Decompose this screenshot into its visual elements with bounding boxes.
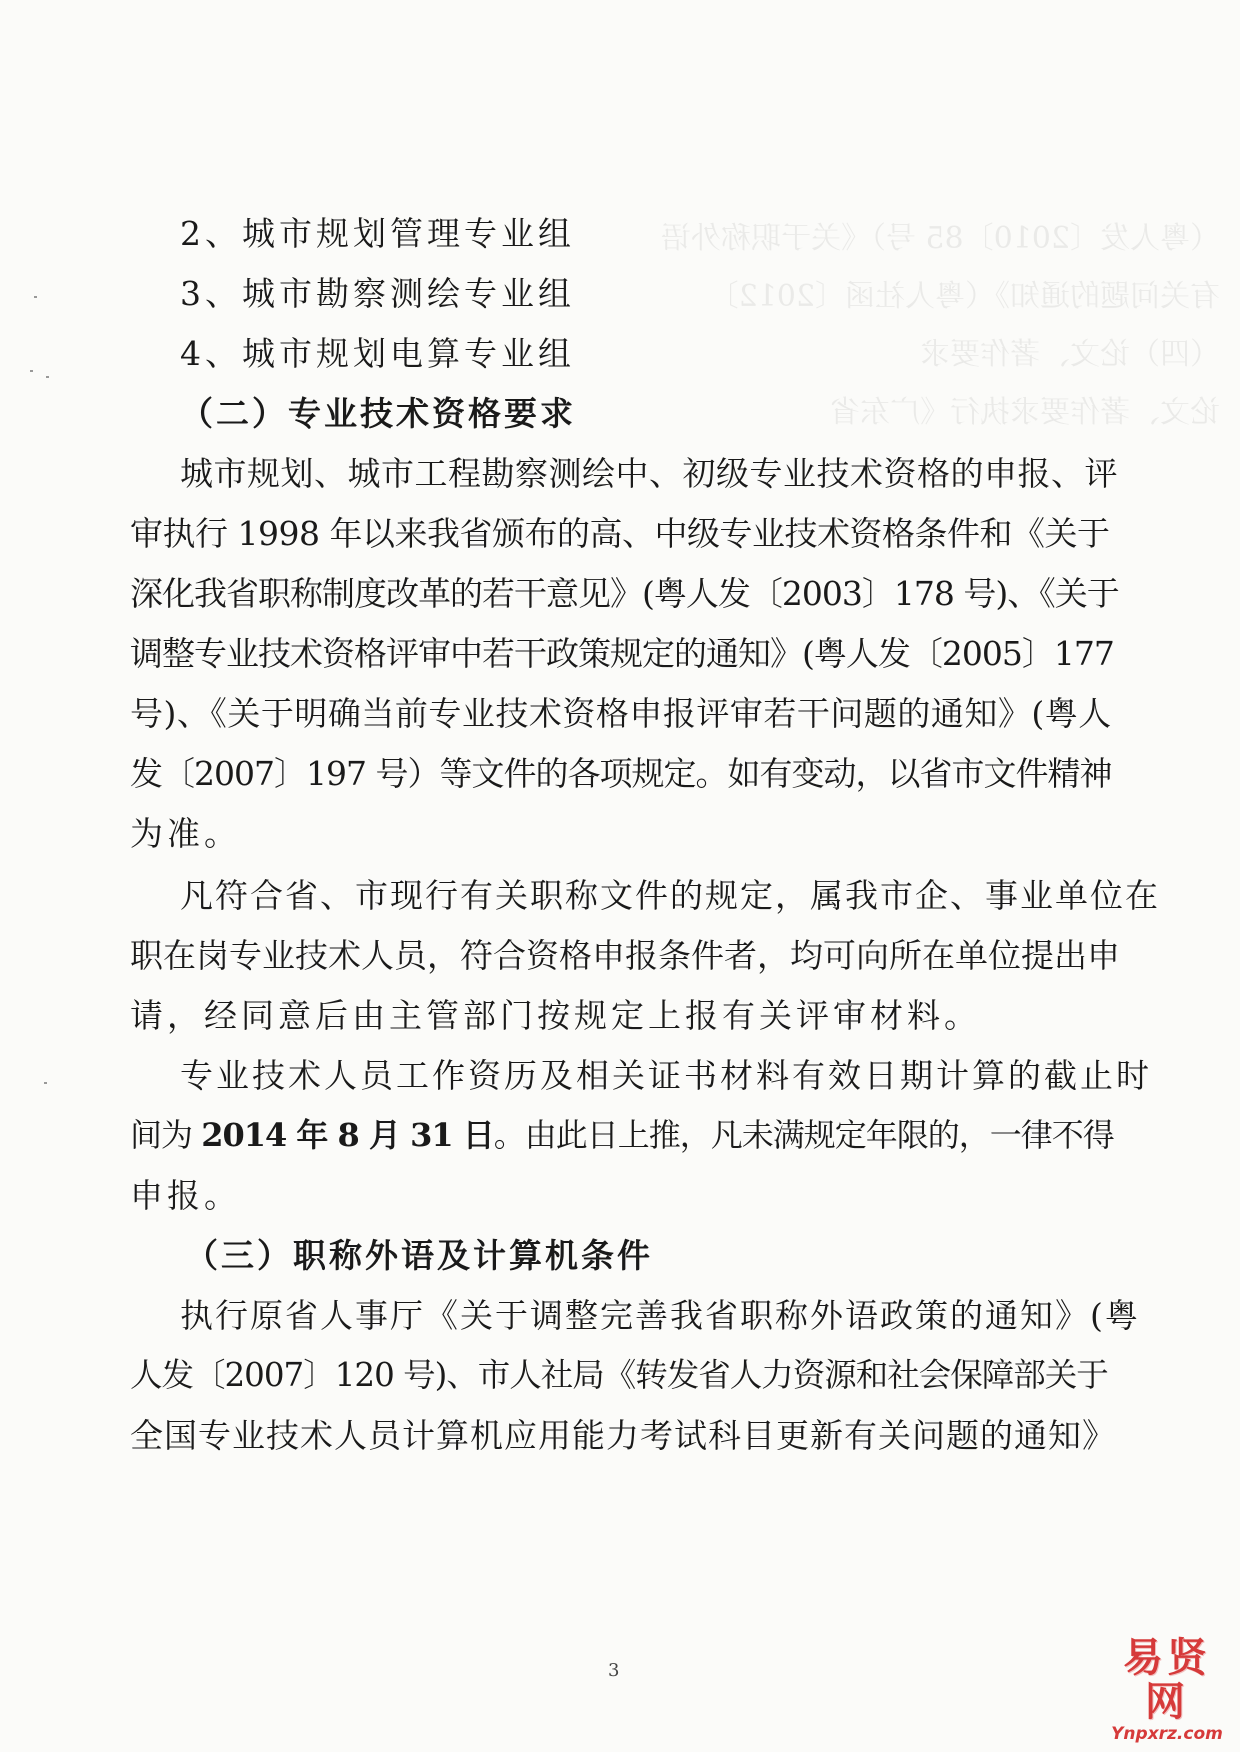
paragraph-line [130,1110,1120,1156]
paragraph-line: 发〔2007〕197 号）等文件的各项规定。如有变动，以省市文件精神 [130,754,1112,793]
scan-speck [44,1082,47,1084]
watermark-url: Ynpxrz.com [1111,1724,1223,1744]
scan-speck [30,370,33,372]
list-item: 2、城市规划管理专业组 [180,214,575,253]
paragraph-line: 请，经同意后由主管部门按规定上报有关评审材料。 [130,996,981,1035]
bleed-through-texture: （粤人发〔2010〕85 号）《关于职称外语 有关问题的通知》（粤人社函〔2012〕 （四）论文、著作要求 论文、著作要求执行《广东省 [660,221,1220,430]
paragraph-line: 全国专业技术人员计算机应用能力考试科目更新有关问题的通知》 [130,1416,1116,1455]
paragraph-line: 人发〔2007〕120 号)、市人社局《转发省人力资源和社会保障部关于 [130,1356,1108,1394]
paragraph-line: 凡符合省、市现行有关职称文件的规定，属我市企、事业单位在 [180,876,1160,915]
scan-speck [34,296,37,298]
paragraph-line: 为准。 [130,814,241,853]
paragraph-line: 深化我省职称制度改革的若干意见》(粤人发〔2003〕178 号)、《关于 [130,574,1119,613]
text-run: 。由此日上推，凡未满规定年限的，一律不得 [493,1116,1114,1154]
list-item: 4、城市规划电算专业组 [180,334,575,373]
paragraph-line: 号)、《关于明确当前专业技术资格申报评审若干问题的通知》(粤人 [130,694,1112,733]
deadline-date: 2014 年 8 月 31 日 [201,1116,494,1154]
paragraph-line: 审执行 1998 年以来我省颁布的高、中级专业技术资格条件和《关于 [130,514,1110,553]
paragraph-line: 专业技术人员工作资历及相关证书材料有效日期计算的截止时 [180,1056,1152,1095]
paragraph-line: 城市规划、城市工程勘察测绘中、初级专业技术资格的申报、评 [180,454,1118,493]
scan-speck [46,376,49,378]
paragraph-line: 申报。 [130,1176,241,1215]
paragraph-line: 调整专业技术资格评审中若干政策规定的通知》(粤人发〔2005〕177 [130,634,1114,673]
text-run: 间为 [130,1116,202,1154]
page-number: 3 [608,1660,620,1681]
paragraph-line: 职在岗专业技术人员，符合资格申报条件者，均可向所在单位提出申 [130,936,1120,975]
section-heading: （二）专业技术资格要求 [180,394,576,433]
list-item: 3、城市勘察测绘专业组 [180,274,575,313]
paragraph-line: 执行原省人事厅《关于调整完善我省职称外语政策的通知》(粤 [180,1296,1140,1335]
watermark-site-name: 易贤网 [1123,1635,1211,1725]
section-heading: （三）职称外语及计算机条件 [185,1236,653,1275]
site-watermark [1102,1636,1232,1744]
